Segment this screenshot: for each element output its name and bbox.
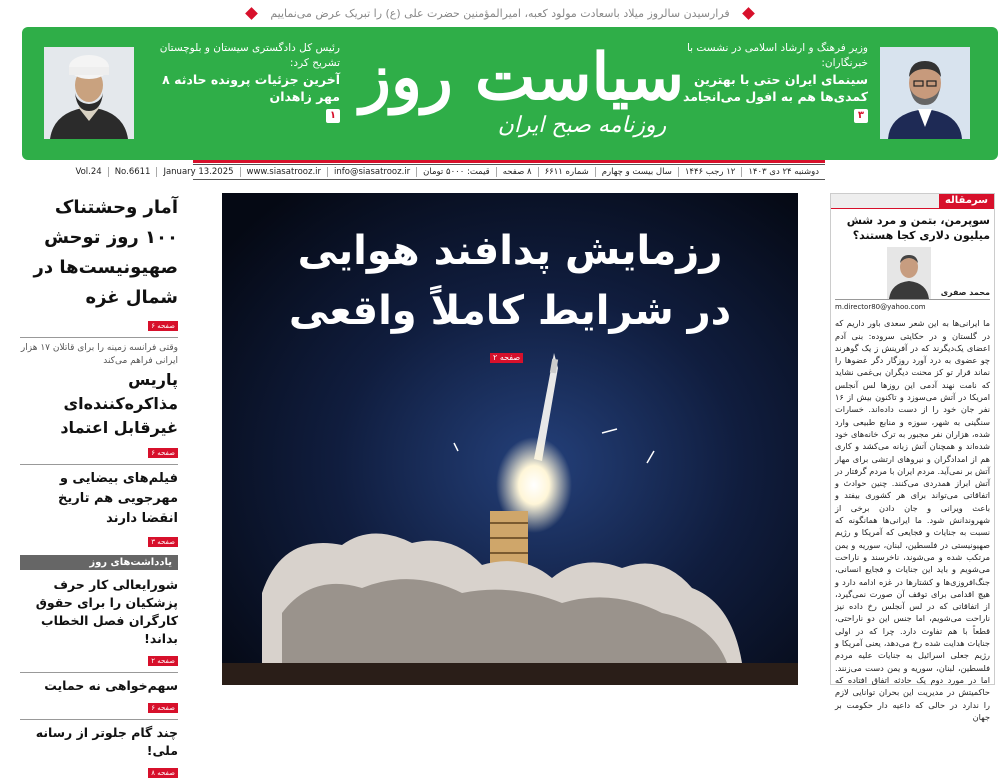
- note-2-page: صفحه ۶: [148, 703, 178, 713]
- divider: [20, 672, 178, 673]
- left-story-1[interactable]: [20, 193, 178, 333]
- diamond-icon: [742, 7, 755, 20]
- info-gregorian-date: January 13.2025: [156, 167, 239, 177]
- main-headline: [222, 221, 798, 341]
- cleric-photo: [44, 47, 134, 139]
- teaser-right-headline: سینمای ایران حتی با بهترین کمدی‌ها هم به افول می‌انجامد: [682, 72, 868, 104]
- editorial-body: ما ایرانی‌ها به این شعر سعدی باور داریم که در گلستان و در حکایتی سروده: بنی آدم اعضای یک‌دیگرند که در آفرینش ز یک گوهرند چو عضوی به درد آورد روزگار دگر عضوها را نماند قرار تو کز محنت دیگران بی‌غمی نشاید که نامت نهند آدمی این روزها لس آنجلس امریکا در آتش می‌سوزد و تاکنون بیش از ۱۶ نفر جان خود را از دست داده‌اند. خسارات سنگینی به شهر، سوزه و منابع طبیعی وارد شده، هزاران نفر مجبور به ترک خانه‌های خود شده‌اند و همچنان آتش زبانه می‌کشد و کاری هم از امدادگران و نیروهای ارتشی برای مهار آتش بر نمی‌آید. مردم ایران با مردم گرفتار در آتش ابراز همدردی می‌کنند. چنین حوادث و اتفاقاتی می‌تواند برای هر کشوری بیفتد و باعث ویرانی و جان دادن برخی از شهروندانش شود. ما ایرانی‌ها همانگونه که نسبت به جنایات و فجایعی که آمریکا و رژیم صهیونیستی در فلسطین، لبنان، سوریه و یمن مرتکب شده و می‌شوند، ناخرسند و ناراحت می‌شویم و باید این جنایات و فجایع انسانی، جنگ‌افروزی‌ها و کشتارها در غزه ادامه دارد و هیچ اقدامی برای توقف آن صورت نمی‌گیرد، از اتفاقاتی که در لس آنجلس رخ داده نیز ناراحت می‌شویم، اما جنس این دو ناراحتی، قطعاً با هم تفاوت دارد. چرا که در اولی جنایات هدایت شده رخ می‌دهد، یعنی آمریکا و رژیم جعلی اسرائیل به جنایات علیه مردم فلسطین، لبنان، سوریه و یمن دست می‌زنند. اما در مورد دوم یک حادثه اتفاق افتاده که حاکمیتش در مدیریت این بحران توانایی لازم را ندارد در حالی که داعیه دار حکومت بر جهان: [835, 318, 990, 722]
- left-story-3-page: صفحه ۳: [148, 537, 178, 547]
- divider: [20, 719, 178, 720]
- teaser-left[interactable]: [142, 41, 340, 123]
- teaser-left-page: ۱: [326, 109, 340, 123]
- left-column: [20, 193, 178, 777]
- top-announcement-text: فرارسیدن سالروز میلاد باسعادت مولود کعبه، امیرالمؤمنین حضرت علی (ع) را تبریک عرض می‌نماییم: [270, 6, 730, 20]
- masthead-logo: [352, 37, 692, 155]
- info-number: No.6611: [108, 167, 157, 177]
- divider: [20, 464, 178, 465]
- masthead-banner: [22, 27, 998, 160]
- left-story-2-intro: وقتی فرانسه زمینه را برای قاتلان ۱۷ هزار ایرانی فراهم می‌کند: [20, 343, 178, 366]
- info-bar-accent: [193, 160, 825, 163]
- info-year: سال بیست و چهارم: [595, 167, 678, 177]
- main-story-page: صفحه ۲: [490, 353, 523, 363]
- note-2[interactable]: [20, 677, 178, 715]
- info-hijri-date: ۱۲ رجب ۱۴۴۶: [678, 167, 742, 177]
- top-announcement: [0, 0, 1000, 26]
- left-story-3-headline: فیلم‌های بیضایی و مهرجویی هم تاریخ انقضا دارند: [57, 471, 178, 526]
- note-1[interactable]: [20, 576, 178, 668]
- teaser-right[interactable]: [670, 41, 868, 123]
- issue-info-bar: [75, 164, 825, 180]
- main-headline-line-1: رزمایش پدافند هوایی: [297, 228, 723, 274]
- editorial-author-box: [831, 245, 994, 315]
- minister-photo: [880, 47, 970, 139]
- teaser-right-page: ۳: [854, 109, 868, 123]
- teaser-right-intro: وزیر فرهنگ و ارشاد اسلامی در نشست با خبرنگاران:: [686, 42, 868, 69]
- note-3-headline: چند گام جلوتر از رسانه ملی!: [35, 725, 178, 758]
- editorial-author: محمد صفری: [940, 288, 990, 298]
- teaser-left-intro: رئیس کل دادگستری سیستان و بلوچستان تشریح کرد:: [159, 42, 340, 69]
- notes-label: یادداشت‌های روز: [20, 555, 178, 570]
- note-1-headline: شورایعالی کار حرف پزشکیان را برای حقوق کارگران فصل الخطاب بداند!: [35, 577, 178, 646]
- main-story[interactable]: [222, 193, 798, 685]
- editorial-label: سرمقاله: [939, 194, 994, 208]
- editorial-column[interactable]: [830, 193, 995, 722]
- info-website[interactable]: www.siasatrooz.ir: [240, 167, 327, 177]
- editorial-headline: سوپرمن، بتمن و مرد شش میلیون دلاری کجا هستند؟: [846, 214, 990, 243]
- masthead-subtitle: روزنامه صبح ایران: [497, 113, 667, 138]
- left-story-1-page: صفحه ۶: [148, 321, 178, 331]
- diamond-icon: [245, 7, 258, 20]
- info-pages: ۸ صفحه: [496, 167, 538, 177]
- info-email[interactable]: info@siasatrooz.ir: [327, 167, 416, 177]
- masthead-title: سیاست روز: [360, 40, 684, 115]
- info-volume: Vol.24: [75, 167, 102, 177]
- info-date: دوشنبه ۲۴ دی ۱۴۰۳: [741, 167, 825, 177]
- divider: [20, 337, 178, 338]
- teaser-left-headline: آخرین جزئیات پرونده حادثه ۸ مهر زاهدان: [162, 72, 340, 104]
- main-story-page-tag: [490, 345, 523, 365]
- note-3[interactable]: [20, 724, 178, 780]
- editorial-email[interactable]: m.director80@yahoo.com: [835, 299, 990, 313]
- note-2-headline: سهم‌خواهی نه حمایت: [44, 678, 178, 693]
- left-story-1-headline: آمار وحشتناک ۱۰۰ روز توحش صهیونیست‌ها در شمال غزه: [33, 197, 178, 308]
- info-issue: شماره ۶۶۱۱: [538, 167, 595, 177]
- author-photo: [887, 247, 931, 299]
- left-story-3[interactable]: [20, 469, 178, 549]
- left-story-2[interactable]: [20, 342, 178, 460]
- left-story-2-headline: پاریس مذاکره‌کننده‌ای غیرقابل اعتماد: [60, 370, 178, 437]
- note-1-page: صفحه ۲: [148, 656, 178, 666]
- info-price: قیمت: ۵۰۰۰ تومان: [416, 167, 496, 177]
- main-headline-line-2: در شرایط کاملاً واقعی: [288, 288, 732, 334]
- left-story-2-page: صفحه ۶: [148, 448, 178, 458]
- note-3-page: صفحه ۸: [148, 768, 178, 778]
